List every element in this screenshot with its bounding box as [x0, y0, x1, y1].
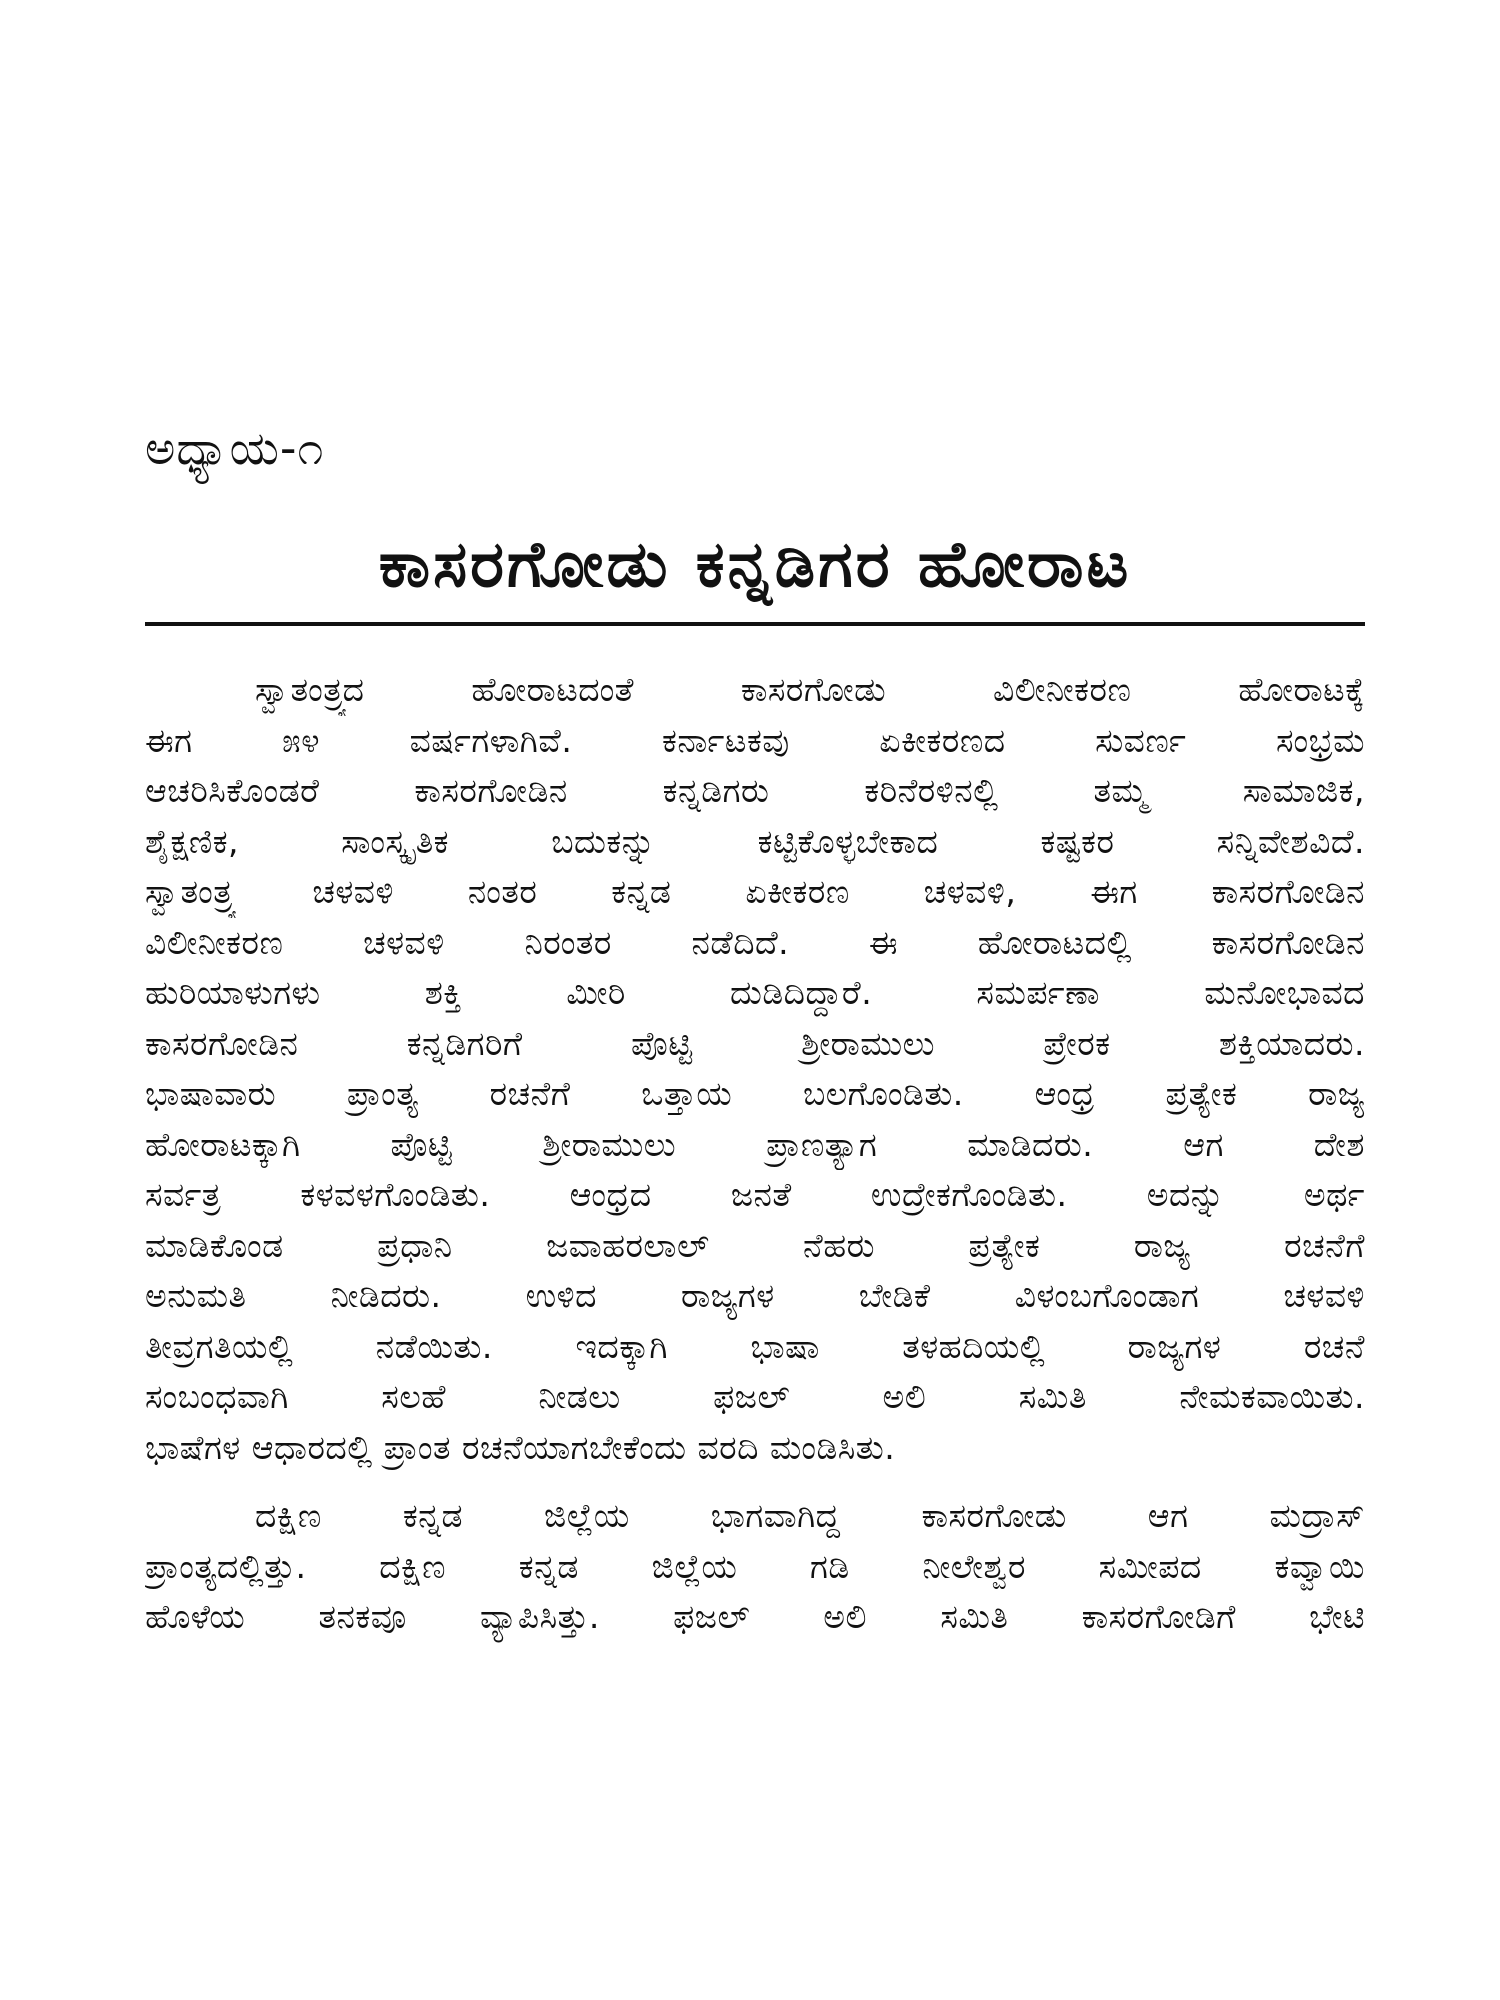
paragraph-2	[145, 1491, 1365, 1643]
chapter-number: ಅಧ್ಯಾಯ-೧	[145, 421, 325, 475]
title-underline	[145, 622, 1365, 626]
text-line: ಭಾಷಾವಾರು ಪ್ರಾಂತ್ಯ ರಚನೆಗೆ ಒತ್ತಾಯ ಬಲಗೊಂಡಿತು. ಆಂಧ್ರ ಪ್ರತ್ಯೇಕ ರಾಜ್ಯ	[145, 1074, 1365, 1113]
text-line: ಮಾಡಿಕೊಂಡ ಪ್ರಧಾನಿ ಜವಾಹರಲಾಲ್ ನೆಹರು ಪ್ರತ್ಯೇಕ ರಾಜ್ಯ ರಚನೆಗೆ	[145, 1225, 1365, 1265]
text-line: ಈಗ ೫೪ ವರ್ಷಗಳಾಗಿವೆ. ಕರ್ನಾಟಕವು ಏಕೀಕರಣದ ಸುವರ್ಣ ಸಂಭ್ರಮ	[145, 720, 1365, 760]
text-line: ಪ್ರಾಂತ್ಯದಲ್ಲಿತ್ತು. ದಕ್ಷಿಣ ಕನ್ನಡ ಜಿಲ್ಲೆಯ ಗಡಿ ನೀಲೇಶ್ವರ ಸಮೀಪದ ಕವ್ವಾಯಿ	[145, 1546, 1365, 1586]
text-line: ಸ್ವಾತಂತ್ರ್ಯದ ಹೋರಾಟದಂತೆ ಕಾಸರಗೋಡು ವಿಲೀನೀಕರಣ ಹೋರಾಟಕ್ಕೆ	[255, 670, 1365, 709]
text-line: ಸರ್ವತ್ರ ಕಳವಳಗೊಂಡಿತು. ಆಂಧ್ರದ ಜನತೆ ಉದ್ರೇಕಗೊಂಡಿತು. ಅದನ್ನು ಅರ್ಥ	[145, 1175, 1365, 1214]
text-line: ಸ್ವಾತಂತ್ರ್ಯ ಚಳವಳಿ ನಂತರ ಕನ್ನಡ ಏಕೀಕರಣ ಚಳವಳಿ, ಈಗ ಕಾಸರಗೋಡಿನ	[145, 872, 1365, 911]
text-line: ಅನುಮತಿ ನೀಡಿದರು. ಉಳಿದ ರಾಜ್ಯಗಳ ಬೇಡಿಕೆ ವಿಳಂಬಗೊಂಡಾಗ ಚಳವಳಿ	[145, 1276, 1365, 1315]
text-line: ಹೋರಾಟಕ್ಕಾಗಿ ಪೊಟ್ಟಿ ಶ್ರೀರಾಮುಲು ಪ್ರಾಣತ್ಯಾಗ ಮಾಡಿದರು. ಆಗ ದೇಶ	[145, 1124, 1365, 1164]
text-line: ಸಂಬಂಧವಾಗಿ ಸಲಹೆ ನೀಡಲು ಫಜಲ್ ಅಲಿ ಸಮಿತಿ ನೇಮಕವಾಯಿತು.	[145, 1377, 1365, 1416]
text-line: ಕಾಸರಗೋಡಿನ ಕನ್ನಡಿಗರಿಗೆ ಪೊಟ್ಟಿ ಶ್ರೀರಾಮುಲು ಪ್ರೇರಕ ಶಕ್ತಿಯಾದರು.	[145, 1023, 1365, 1063]
text-line: ಶೈಕ್ಷಣಿಕ, ಸಾಂಸ್ಕೃತಿಕ ಬದುಕನ್ನು ಕಟ್ಟಿಕೊಳ್ಳಬೇಕಾದ ಕಷ್ಟಕರ ಸನ್ನಿವೇಶವಿದೆ.	[145, 821, 1365, 861]
text-line: ದಕ್ಷಿಣ ಕನ್ನಡ ಜಿಲ್ಲೆಯ ಭಾಗವಾಗಿದ್ದ ಕಾಸರಗೋಡು ಆಗ ಮದ್ರಾಸ್	[255, 1496, 1365, 1535]
text-line: ಹುರಿಯಾಳುಗಳು ಶಕ್ತಿ ಮೀರಿ ದುಡಿದಿದ್ದಾರೆ. ಸಮರ್ಪಣಾ ಮನೋಭಾವದ	[145, 973, 1365, 1012]
text-line: ಆಚರಿಸಿಕೊಂಡರೆ ಕಾಸರಗೋಡಿನ ಕನ್ನಡಿಗರು ಕರಿನೆರಳಿನಲ್ಲಿ ತಮ್ಮ ಸಾಮಾಜಿಕ,	[145, 771, 1365, 810]
paragraph-1	[145, 665, 1365, 1473]
text-line: ಹೊಳೆಯ ತನಕವೂ ವ್ಯಾಪಿಸಿತ್ತು. ಫಜಲ್ ಅಲಿ ಸಮಿತಿ ಕಾಸರಗೋಡಿಗೆ ಭೇಟಿ	[145, 1597, 1365, 1636]
chapter-title: ಕಾಸರಗೋಡು ಕನ್ನಡಿಗರ ಹೋರಾಟ	[378, 528, 1132, 602]
text-line: ತೀವ್ರಗತಿಯಲ್ಲಿ ನಡೆಯಿತು. ಇದಕ್ಕಾಗಿ ಭಾಷಾ ತಳಹದಿಯಲ್ಲಿ ರಾಜ್ಯಗಳ ರಚನೆ	[145, 1326, 1365, 1366]
text-line: ಭಾಷೆಗಳ ಆಧಾರದಲ್ಲಿ ಪ್ರಾಂತ ರಚನೆಯಾಗಬೇಕೆಂದು ವರದಿ ಮಂಡಿಸಿತು.	[145, 1427, 896, 1467]
body-text	[145, 665, 1365, 1643]
text-line: ವಿಲೀನೀಕರಣ ಚಳವಳಿ ನಿರಂತರ ನಡೆದಿದೆ. ಈ ಹೋರಾಟದಲ್ಲಿ ಕಾಸರಗೋಡಿನ	[145, 922, 1365, 962]
